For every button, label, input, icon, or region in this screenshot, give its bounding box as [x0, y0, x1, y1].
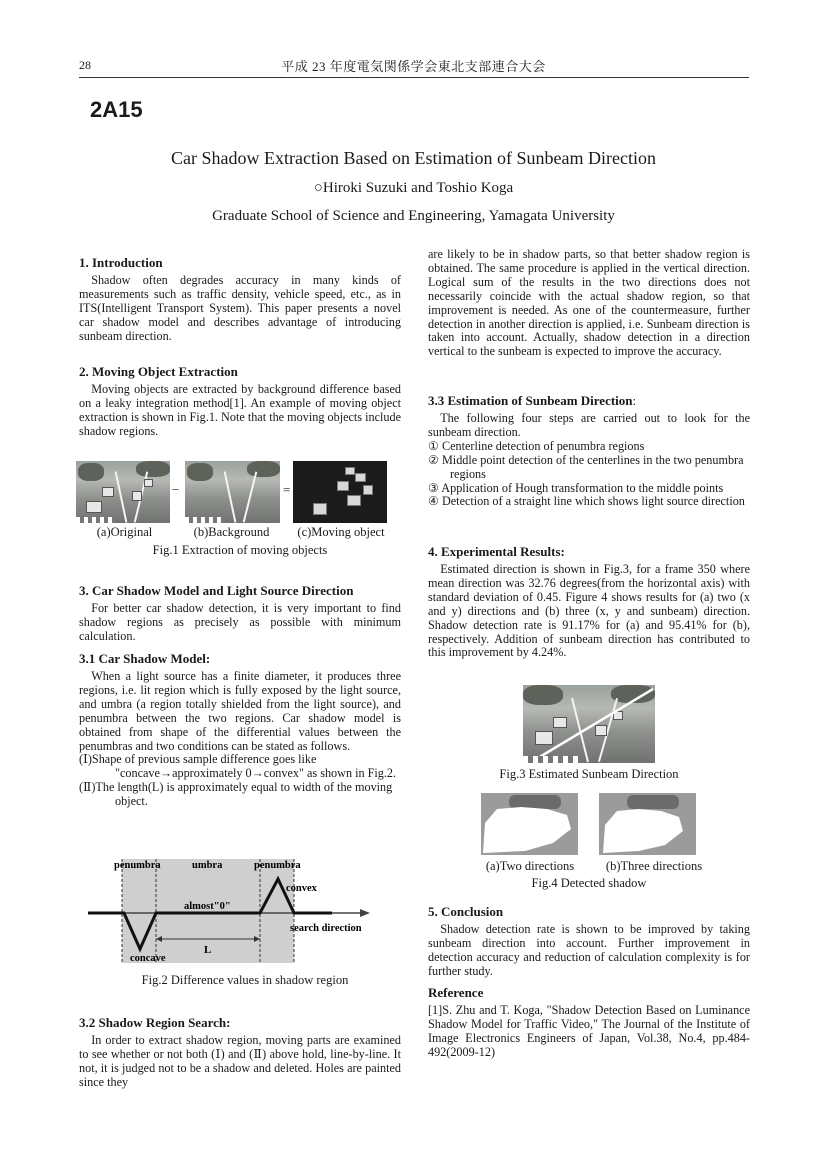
model31-cond2: (Ⅱ)The length(L) is approximately equal to width of the moving object.	[79, 780, 393, 809]
reference-text: [1]S. Zhu and T. Koga, "Shadow Detection Based on Luminance Shadow Model for Traffic Video," The Journal of the Institute of Image Electronics Engineers of Japan, Vol.38, No.4, pp.484-492(2009-12)	[428, 1003, 750, 1059]
results-text: Estimated direction is shown in Fig.3, for a frame 350 where mean direction was 32.76 degrees(from the horizontal axis) with standard deviation of 0.45. Figure 4 shows results for (a) two (x and y) directions and (b) three (x, y and sunbeam) direction. Shadow detection rate is 91.17% for (a) and 95.41% for (b), respectively. Addition of sunbeam direction has contributed to this improvement by 4.24%.	[428, 562, 750, 660]
fig1-label-original: (a)Original	[96, 525, 153, 539]
section-estimation-33	[428, 393, 750, 509]
moving-text: Moving objects are extracted by background difference based on a leaky integration method[1]. An example of moving object extraction is shown in Fig.1. Note that the moving objects include shadow regions.	[79, 382, 401, 438]
conference-name: 平成 23 年度電気関係学会東北支部連合大会	[281, 59, 546, 74]
fig3-caption: Fig.3 Estimated Sunbeam Direction	[499, 767, 679, 781]
model-text: For better car shadow detection, it is very important to find shadow regions as precisely as possible with minimum calculation.	[79, 601, 401, 643]
estim33-step-3: ③ Application of Hough transformation to the middle points	[428, 480, 724, 495]
intro-text: Shadow often degrades accuracy in many kinds of measurements such as traffic density, vehicle speed, etc., as in ITS(Intelligent Transport System). This paper presents a novel car shadow model and describes advantage of introducing sunbeam direction.	[79, 273, 401, 343]
section-model	[79, 583, 401, 644]
fig2-label-almost-zero: almost"0"	[184, 901, 231, 912]
reference-heading: Reference	[428, 985, 484, 1000]
fig1-equals: =	[283, 482, 291, 497]
fig2-label-search-direction: search direction	[290, 923, 362, 934]
fig3-image	[523, 685, 655, 763]
fig1-moving-image	[293, 461, 387, 523]
fig4-caption: Fig.4 Detected shadow	[531, 876, 647, 890]
fig2-label-penumbra-left: penumbra	[114, 860, 161, 871]
search32-text-right: are likely to be in shadow parts, so that better shadow region is obtained. The same procedure is applied in the vertical direction. Logical sum of the results in the two directions does not necessarily coincide with the actual shadow region, so that improvement is needed. As one of the countermeasure, further detection in another direction is applied, i.e. Sunbeam direction is taken into account. Actually, shadow detection in a direction vertical to the sunbeam is expected to improve the accuracy.	[428, 247, 750, 359]
header-rule	[79, 77, 749, 78]
estim33-step-2: ② Middle point detection of the centerlines in the two penumbra regions	[428, 452, 744, 481]
fig1-minus: −	[172, 482, 180, 497]
fig2-label-concave: concave	[130, 953, 166, 964]
fig2-label-L: L	[204, 944, 212, 956]
estim33-heading-suffix: :	[632, 393, 637, 408]
paper-affiliation: Graduate School of Science and Engineering, Yamagata University	[212, 208, 615, 224]
section-results	[428, 544, 750, 660]
fig1-label-background: (b)Background	[193, 525, 270, 539]
fig4-label-a: (a)Two directions	[485, 859, 575, 873]
sunbeam-direction-line	[523, 685, 655, 763]
estim33-step-1: ① Centerline detection of penumbra regions	[428, 438, 645, 453]
estim33-heading: 3.3 Estimation of Sunbeam Direction	[428, 393, 633, 408]
fig2-diagram	[84, 855, 394, 967]
fig1-background-image	[185, 461, 280, 523]
intro-heading: 1. Introduction	[79, 255, 163, 270]
section-search-32-cont	[428, 248, 750, 359]
estim33-text: The following four steps are carried out to look for the sunbeam direction.	[428, 411, 750, 439]
estim33-step-4: ④ Detection of a straight line which shows light source direction	[428, 494, 745, 509]
section-introduction	[79, 255, 401, 344]
results-heading: 4. Experimental Results:	[428, 544, 565, 559]
section-model-31	[79, 651, 401, 809]
page-number: 28	[79, 58, 91, 72]
model31-heading: 3.1 Car Shadow Model:	[79, 651, 211, 666]
model31-cond1: (Ⅰ)Shape of previous sample difference goes like "concave→approximately 0→convex" as shown in Fig.2.	[79, 752, 397, 781]
model-heading: 3. Car Shadow Model and Light Source Direction	[79, 583, 354, 598]
fig4-label-b: (b)Three directions	[605, 859, 703, 873]
paper-authors: ○Hiroki Suzuki and Toshio Koga	[313, 180, 514, 196]
fig4a-image	[481, 793, 578, 855]
fig1-original-image	[76, 461, 170, 523]
fig2-label-umbra: umbra	[192, 860, 223, 871]
section-search-32	[79, 1015, 401, 1090]
paper-code: 2A15	[90, 97, 143, 122]
paper-title: Car Shadow Extraction Based on Estimation of Sunbeam Direction	[171, 148, 656, 168]
model31-text: When a light source has a finite diameter, it produces three regions, i.e. lit region which is fully exposed by the light source, and umbra (a region totally shielded from the light source), and penumbra between the two regions. Car shadow model is obtained from shape of the differential values between the penumbras and two conditions can be stated as follows.	[79, 669, 401, 753]
conclusion-heading: 5. Conclusion	[428, 904, 504, 919]
conclusion-text: Shadow detection rate is shown to be improved by taking sunbeam direction into account. Further improvement in detection accuracy and reduction of calculation complexity is for further study.	[428, 922, 750, 978]
search32-heading: 3.2 Shadow Region Search:	[79, 1015, 231, 1030]
section-moving	[79, 364, 401, 439]
section-conclusion	[428, 904, 750, 979]
search32-text-left: In order to extract shadow region, moving parts are examined to see whether or not both (Ⅰ) and (Ⅱ) above hold, line-by-line. It not, it is judged not to be a shadow and deleted. Holes are painted since they	[79, 1033, 401, 1089]
fig4b-image	[599, 793, 696, 855]
moving-heading: 2. Moving Object Extraction	[79, 364, 238, 379]
fig2-label-convex: convex	[286, 883, 317, 894]
section-reference	[428, 985, 750, 1060]
fig2-label-penumbra-right: penumbra	[254, 860, 301, 871]
fig2-caption: Fig.2 Difference values in shadow region	[141, 973, 349, 987]
fig1-label-moving: (c)Moving object	[297, 525, 385, 539]
fig1-caption: Fig.1 Extraction of moving objects	[152, 543, 328, 557]
